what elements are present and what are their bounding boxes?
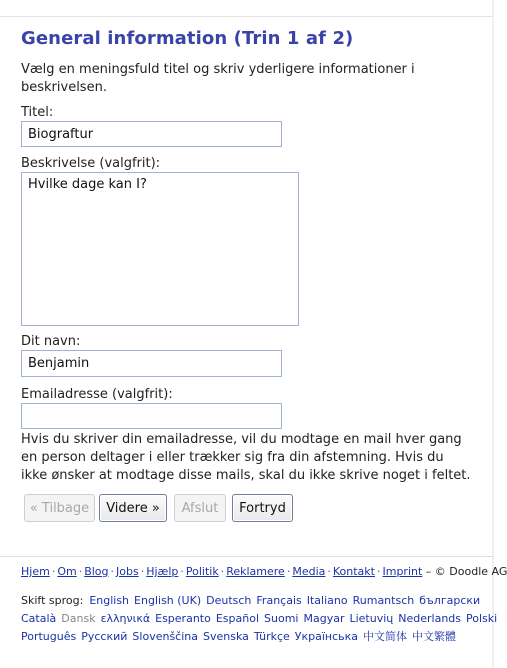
language-label: Skift sprog: [21,594,84,607]
email-input[interactable] [21,403,282,429]
language-link[interactable]: Nederlands [398,612,462,625]
copyright-text: – © Doodle AG [425,565,507,578]
language-link[interactable]: Rumantsch [352,594,415,607]
separator-dot: · [140,565,145,578]
footer-links [21,565,507,579]
language-link[interactable]: 中文简体 [363,630,408,643]
language-link[interactable]: Español [215,612,260,625]
language-link[interactable]: Português [21,630,77,643]
description-textarea[interactable] [21,172,299,326]
footer-link-contact[interactable]: Kontakt [332,565,375,578]
top-divider [0,16,494,17]
footer-link-media[interactable]: Media [292,565,326,578]
language-link[interactable]: English [89,594,130,607]
separator-dot: · [220,565,225,578]
email-label: Emailadresse (valgfrit): [21,387,173,402]
language-link[interactable]: Català [21,612,57,625]
language-link[interactable]: български [419,594,481,607]
language-link[interactable]: 中文繁體 [412,630,457,643]
footer-link-advertise[interactable]: Reklamere [226,565,285,578]
language-link[interactable]: Suomi [264,612,299,625]
email-hint: Hvis du skriver din emailadresse, vil du modtage en mail hver gang en person deltager i eller trækker sig fra din afstemning. Hvis du ikke ønsker at modtage disse mails, skal du ikke skrive noget i feltet. [21,432,471,483]
footer-link-policy[interactable]: Politik [185,565,219,578]
separator-dot: · [78,565,83,578]
language-link[interactable]: Esperanto [155,612,211,625]
description-label: Beskrivelse (valgfrit): [21,156,161,171]
footer-link-jobs[interactable]: Jobs [116,565,139,578]
language-link[interactable]: Lietuvių [349,612,394,625]
separator-dot: · [286,565,291,578]
title-input[interactable] [21,121,282,147]
footer-divider [0,556,494,557]
finish-button[interactable]: Afslut [174,494,226,522]
footer-link-home[interactable]: Hjem [21,565,50,578]
separator-dot: · [51,565,56,578]
language-link[interactable]: Slovenščina [132,630,198,643]
footer-link-about[interactable]: Om [57,565,77,578]
next-button[interactable]: Videre » [99,494,167,522]
separator-dot: · [327,565,331,578]
language-link[interactable]: Deutsch [206,594,252,607]
separator-dot: · [110,565,115,578]
separator-dot: · [180,565,184,578]
name-label: Dit navn: [21,334,81,349]
language-selector [21,592,498,646]
footer-link-imprint[interactable]: Imprint [382,565,423,578]
footer-link-blog[interactable]: Blog [84,565,109,578]
language-link[interactable]: Magyar [303,612,345,625]
name-input[interactable] [21,350,282,377]
language-link[interactable]: Italiano [306,594,348,607]
separator-dot: · [376,565,381,578]
language-link[interactable]: Türkçe [253,630,290,643]
back-button[interactable]: « Tilbage [24,494,95,522]
current-language: Dansk [61,612,96,625]
language-link[interactable]: English (UK) [134,594,202,607]
language-link[interactable]: Українська [294,630,359,643]
intro-text: Vælg en meningsfuld titel og skriv yderligere informationer i beskrivelsen. [21,62,415,95]
language-link[interactable]: Svenska [203,630,249,643]
page-title: General information (Trin 1 af 2) [21,28,354,49]
cancel-button[interactable]: Fortryd [232,494,293,522]
title-label: Titel: [21,105,54,120]
language-link[interactable]: ελληνικά [100,612,151,625]
language-link[interactable]: Français [256,594,302,607]
footer-link-help[interactable]: Hjælp [146,565,179,578]
language-link[interactable]: Polski [466,612,498,625]
language-link[interactable]: Русский [81,630,128,643]
